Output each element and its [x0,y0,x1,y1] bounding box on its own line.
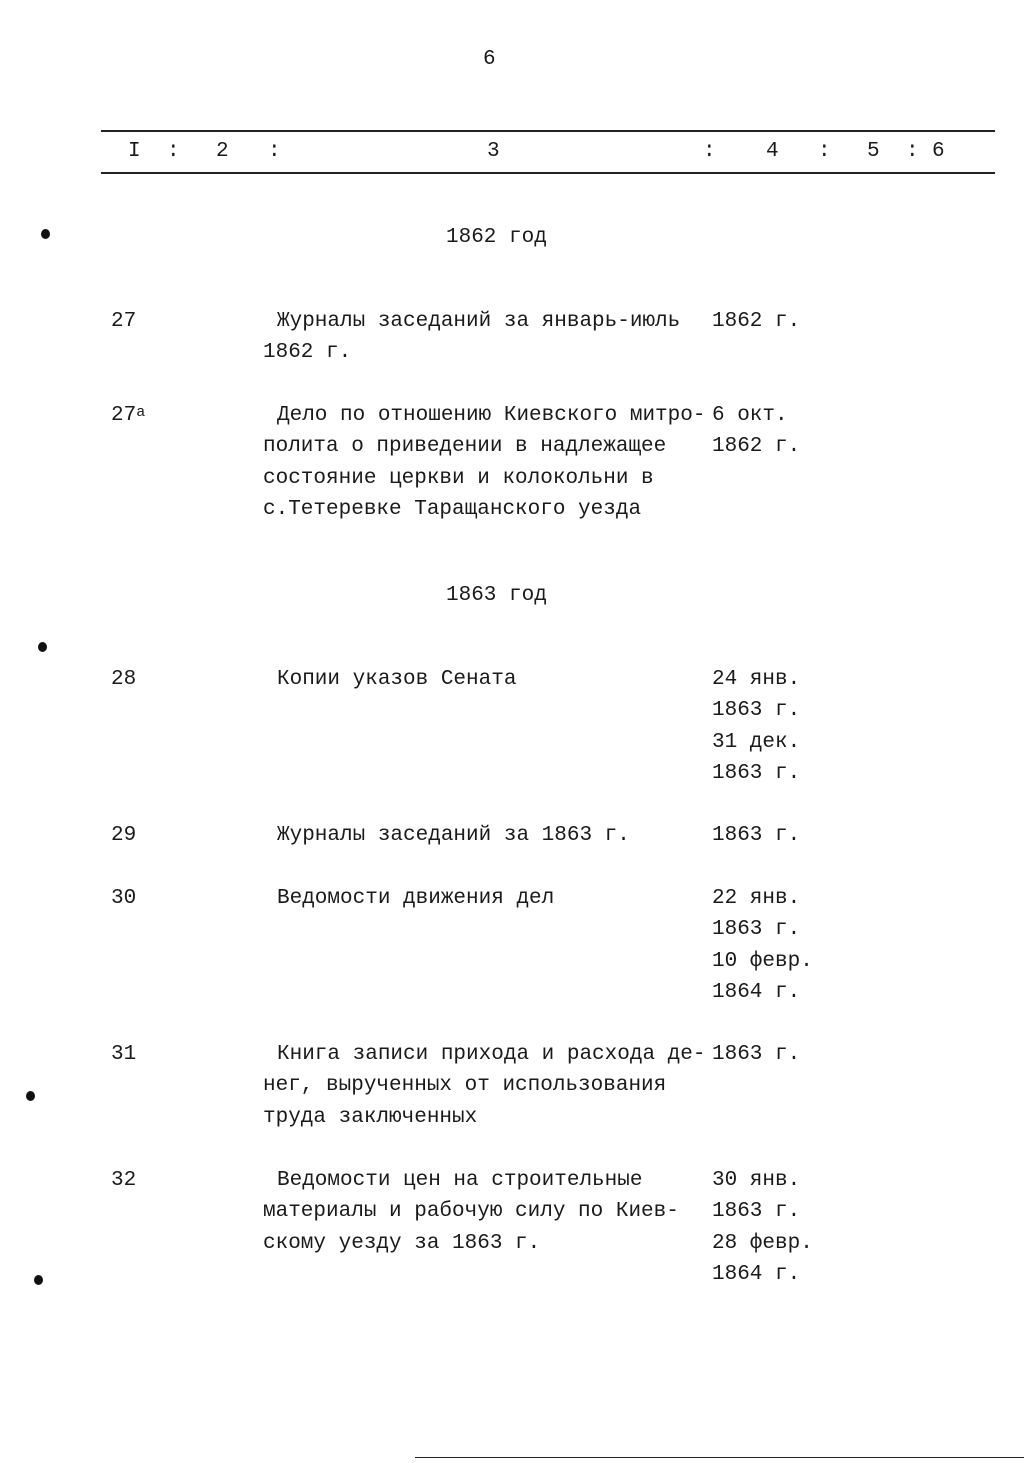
header-bottom-rule [101,172,995,174]
entry-description-line: Книга записи прихода и расхода де- [277,1043,706,1066]
column-number: I [128,140,141,163]
entry-date-line: 31 дек. [712,730,801,754]
punch-hole-mark [34,1275,43,1285]
section-title: 1863 год [446,584,547,607]
column-number: 6 [932,140,945,163]
column-separator: : [167,140,180,163]
punch-hole-mark [26,1091,35,1101]
entry-number-value: 27 [111,404,137,427]
entry-number-value: 30 [111,887,137,910]
entry-description-line: полита о приведении в надлежащее [263,435,667,459]
entry-description-line: состояние церкви и колокольни в [263,466,654,490]
column-number: 4 [766,140,779,163]
entry-description-line: с.Тетеревке Таращанского уезда [263,497,642,521]
entry-number [111,668,136,692]
column-separator: : [906,140,919,163]
column-separator: : [268,140,281,163]
entry-date-line: 1863 г. [712,761,801,785]
entry-description-line: Дело по отношению Киевского митро- [277,404,706,427]
punch-hole-mark [41,229,50,239]
entry-description-line: Журналы заседаний за 1863 г. [277,824,630,847]
entry-description-line: 1862 г. [263,341,352,365]
entry-number-value: 27 [111,310,137,333]
entry-description-line: нег, вырученных от использования [263,1074,667,1098]
column-number: 3 [487,140,500,163]
column-separator: : [818,140,831,163]
entry-number-value: 28 [111,668,137,691]
entry-number [111,1043,136,1067]
entry-date-line: 22 янв. [712,887,801,910]
entry-date-line: 1863 г. [712,1043,801,1066]
entry-description-line: скому уезду за 1863 г. [263,1231,541,1255]
entry-date-line: 6 окт. [712,404,788,427]
entry-number-value: 29 [111,824,137,847]
entry-date-line: 28 февр. [712,1231,813,1255]
entry-date-line: 1863 г. [712,699,801,723]
entry-number [111,310,136,334]
entry-date-line: 10 февр. [712,949,813,973]
entry-description-line: Журналы заседаний за январь-июль [277,310,681,333]
entry-date-line: 1864 г. [712,980,801,1004]
entry-description-line: Копии указов Сената [277,668,517,691]
entry-number-value: 31 [111,1043,137,1066]
punch-hole-mark [38,642,47,652]
page-number: 6 [483,48,496,71]
section-title: 1862 год [446,226,547,249]
entry-number [111,824,136,848]
footer-rule [415,1457,1024,1458]
entry-date-line: 1864 г. [712,1262,801,1286]
entry-description-line: Ведомости движения дел [277,887,555,910]
entry-date-line: 1863 г. [712,824,801,847]
entry-date-line: 24 янв. [712,668,801,691]
entry-date-line: 1863 г. [712,918,801,942]
column-separator: : [703,140,716,163]
entry-description-line: труда заключенных [263,1105,478,1129]
column-number: 5 [867,140,880,163]
entry-description-line: Ведомости цен на строительные [277,1169,643,1192]
entry-number-value: 32 [111,1169,137,1192]
entry-description-line: материалы и рабочую силу по Киев- [263,1200,679,1224]
column-number: 2 [216,140,229,163]
entry-date-line: 1863 г. [712,1200,801,1224]
entry-date-line: 30 янв. [712,1169,801,1192]
entry-number-suffix: а [136,404,146,421]
entry-date-line: 1862 г. [712,435,801,459]
entry-number [111,404,145,428]
entry-number [111,887,136,911]
header-top-rule [101,130,995,132]
entry-date-line: 1862 г. [712,310,801,333]
entry-number [111,1169,136,1193]
